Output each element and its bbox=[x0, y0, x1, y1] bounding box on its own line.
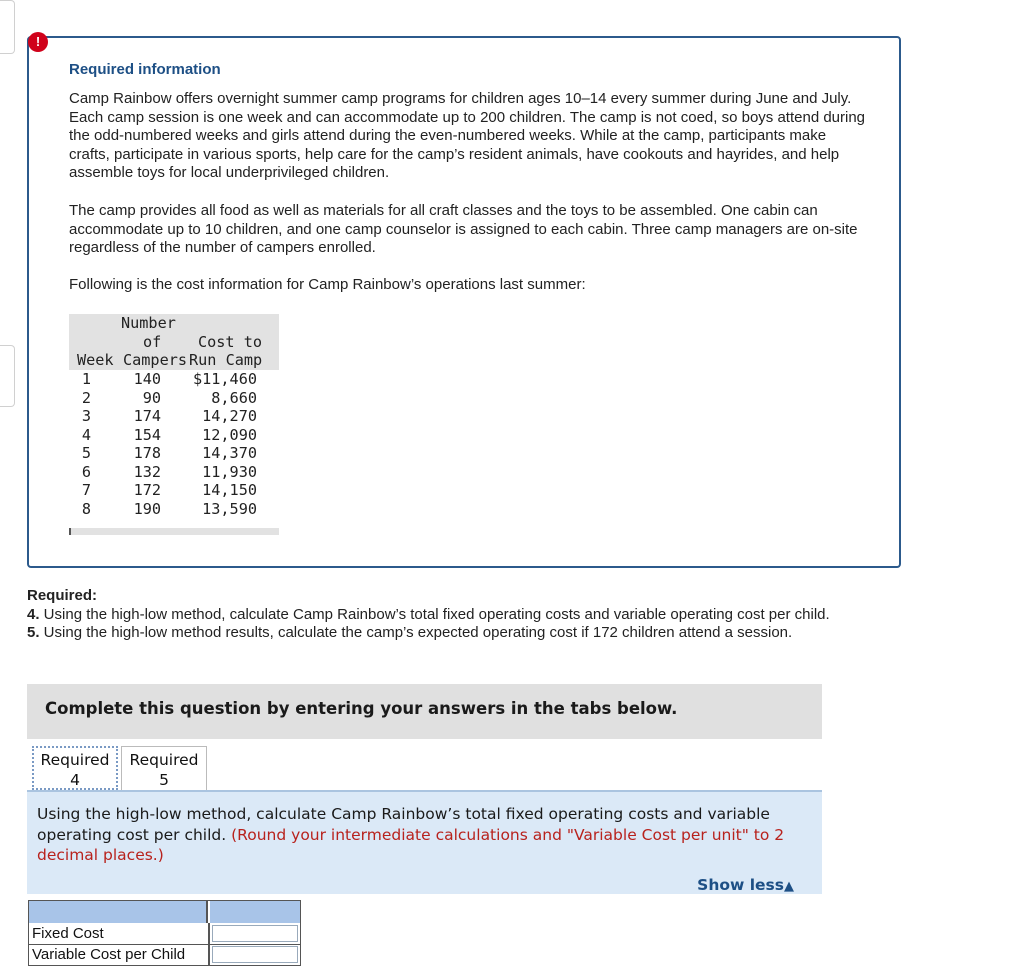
cost-table-cost-cell: 8,660 bbox=[211, 388, 257, 407]
required-title: Required: bbox=[27, 587, 98, 604]
cost-table-campers-cell: 132 bbox=[133, 462, 161, 481]
cost-table-cost-cell: 12,090 bbox=[202, 425, 257, 444]
info-paragraph-1: Camp Rainbow offers overnight summer camp programs for children ages 10–14 every summer during June and July. Each camp session is one week and can accommodate up to 200 children. The camp is not coed, so boys attend during the odd-numbered weeks and girls attend during the even-numbered weeks. While at the camp, participants make crafts, participate in various sports, help care for the camp’s resident animals, have cookouts and hayrides, and help assemble toys for local underprivileged children. bbox=[69, 90, 866, 182]
header-cost-line2: Run Camp bbox=[189, 351, 263, 369]
header-cost-line1: Cost to bbox=[198, 332, 263, 351]
rounding-note: (Round your intermediate calculations and "Variable Cost per unit" to 2 decimal places.) bbox=[37, 825, 785, 865]
tab-required-5-line2: 5 bbox=[159, 771, 169, 789]
triangle-up-icon: ▲ bbox=[784, 879, 794, 894]
cost-table-week-cell: 2 bbox=[81, 388, 91, 407]
required-information-box bbox=[27, 36, 901, 568]
tab-required-4-line2: 4 bbox=[70, 771, 80, 789]
cost-table-cost-cell: 14,150 bbox=[202, 481, 257, 499]
instruction-text: Complete this question by entering your answers in the tabs below. bbox=[45, 699, 678, 718]
cost-table-campers-cell: 178 bbox=[133, 444, 161, 462]
fixed-cost-input[interactable] bbox=[212, 925, 298, 942]
cost-table-week-cell: 5 bbox=[81, 444, 91, 462]
cost-table-campers-cell: 172 bbox=[133, 481, 161, 499]
header-campers-line1: Number bbox=[121, 314, 176, 332]
tab-required-4[interactable] bbox=[32, 746, 118, 790]
cost-table-campers-cell: 154 bbox=[133, 425, 161, 444]
required-item-5 bbox=[27, 624, 897, 643]
tab-required-5[interactable] bbox=[121, 746, 207, 790]
tab-required-5-line1: Required bbox=[129, 751, 199, 769]
answer-table-header-label bbox=[29, 901, 208, 923]
variable-cost-input[interactable] bbox=[212, 946, 298, 963]
show-less-label: Show less bbox=[697, 876, 784, 894]
question-prompt: Using the high-low method, calculate Camp Rainbow’s total fixed operating costs and variable operating cost per child. bbox=[37, 805, 770, 844]
required-section bbox=[27, 587, 897, 643]
show-less-button[interactable] bbox=[697, 876, 794, 894]
header-week: Week bbox=[77, 351, 114, 369]
cost-table-cost-cell: 13,590 bbox=[202, 499, 257, 518]
cost-table-week-cell: 7 bbox=[81, 481, 91, 499]
cost-table-week-cell: 1 bbox=[81, 370, 91, 388]
instruction-banner bbox=[27, 684, 822, 739]
fixed-cost-label: Fixed Cost bbox=[32, 925, 104, 942]
edge-panel-middle bbox=[0, 345, 15, 407]
answer-table-row-divider bbox=[29, 944, 300, 945]
header-campers-line2: of bbox=[143, 332, 162, 351]
info-paragraph-2: The camp provides all food as well as materials for all craft classes and the toys to be assembled. One cabin can accommodate up to 10 children, and one camp counselor is assigned to each cabin. Three camp managers are on-site regardless of the number of campers enrolled. bbox=[69, 202, 858, 257]
required-item-5-number: 5. bbox=[27, 624, 40, 642]
cost-table bbox=[69, 314, 279, 536]
question-panel bbox=[27, 790, 822, 894]
cost-table-week-cell: 4 bbox=[81, 425, 91, 444]
cost-table-campers-cell: 190 bbox=[133, 499, 161, 518]
cost-table-week-cell: 6 bbox=[81, 462, 91, 481]
header-campers-line3: Campers bbox=[123, 351, 188, 369]
cost-table-cost-cell: 11,930 bbox=[202, 462, 257, 481]
cost-table-week-cell: 8 bbox=[81, 499, 91, 518]
tab-required-4-line1: Required bbox=[40, 751, 110, 769]
cost-table-campers-cell: 140 bbox=[133, 370, 161, 388]
cost-table-cost-cell: 14,270 bbox=[202, 407, 257, 425]
alert-icon: ! bbox=[28, 32, 48, 52]
cost-table-campers-cell: 90 bbox=[142, 388, 161, 407]
required-item-5-text: Using the high-low method results, calculate the camp’s expected operating cost if 172 children attend a session. bbox=[39, 624, 793, 642]
required-item-4-number: 4. bbox=[27, 605, 40, 623]
cost-table-week-cell: 3 bbox=[81, 407, 91, 425]
cost-table-footer bbox=[69, 528, 279, 535]
answer-table-header-value bbox=[210, 901, 300, 923]
left-edge-fragments bbox=[0, 0, 20, 420]
answer-table bbox=[28, 900, 301, 966]
question-text bbox=[37, 804, 807, 866]
cost-table-cost-cell: 14,370 bbox=[202, 444, 257, 462]
edge-panel-top bbox=[0, 0, 15, 54]
cost-table-cost-cell: $11,460 bbox=[192, 370, 257, 388]
info-paragraph-3: Following is the cost information for Camp Rainbow’s operations last summer: bbox=[69, 276, 586, 293]
variable-cost-label: Variable Cost per Child bbox=[32, 946, 186, 963]
required-item-4-text: Using the high-low method, calculate Camp Rainbow’s total fixed operating costs and variable operating cost per child. bbox=[39, 605, 830, 623]
info-title: Required information bbox=[69, 61, 221, 78]
cost-table-campers-cell: 174 bbox=[133, 407, 161, 425]
required-item-4 bbox=[27, 606, 897, 625]
